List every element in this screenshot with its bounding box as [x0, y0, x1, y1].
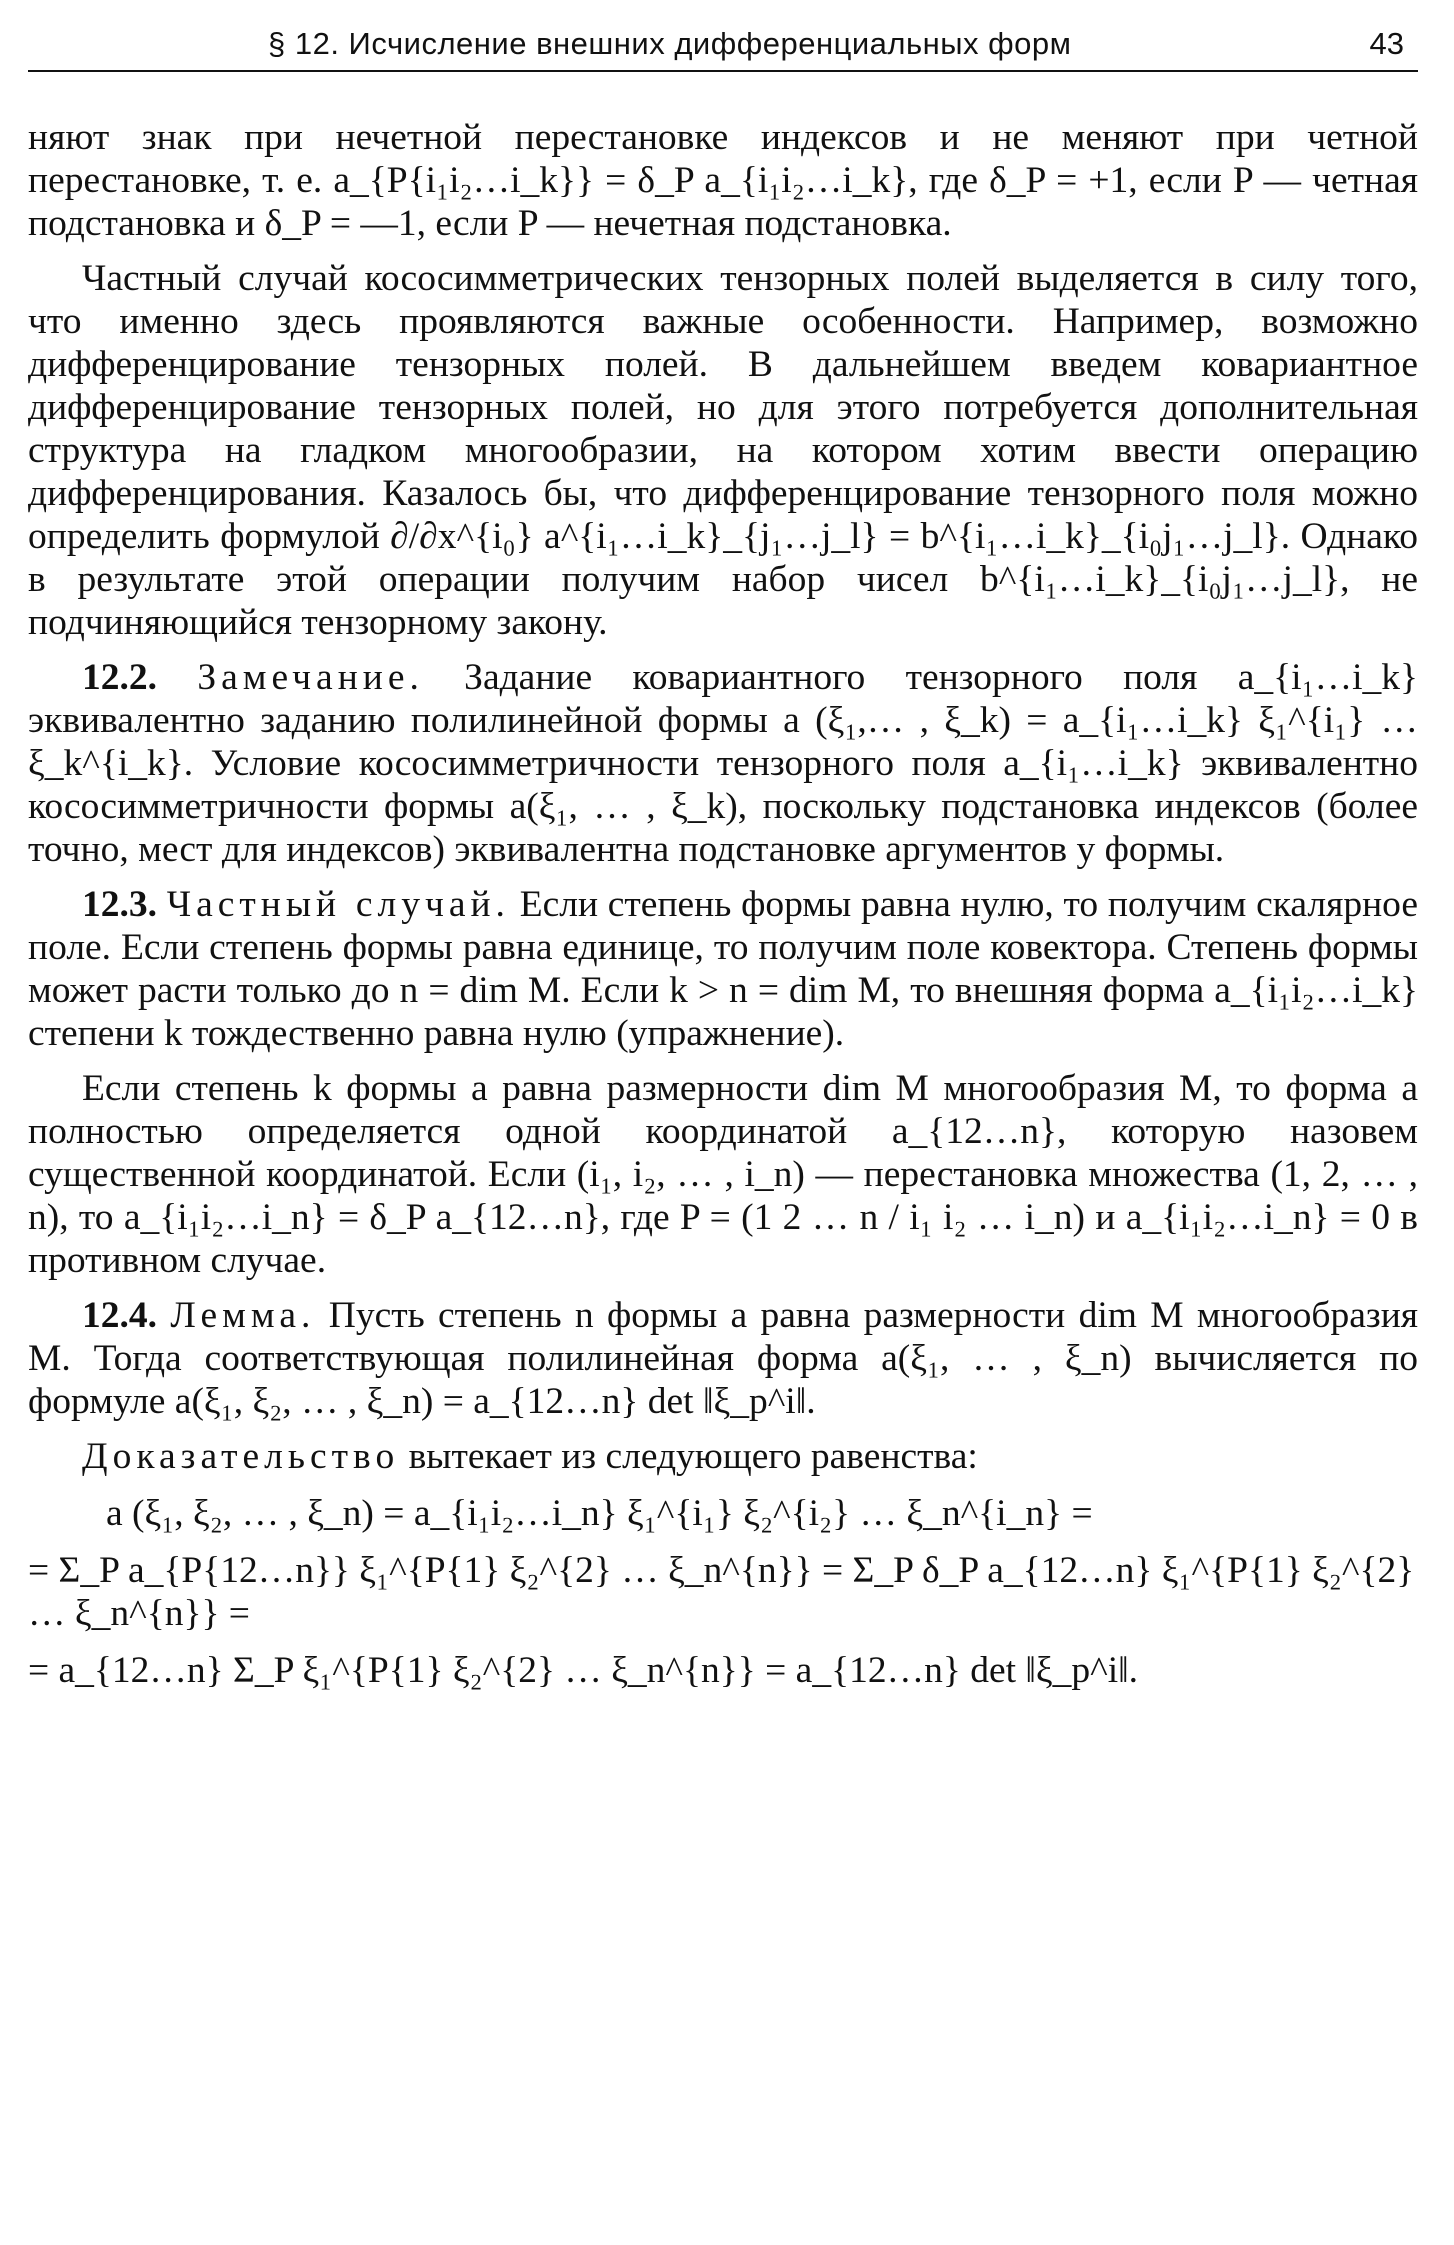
- section-12-2-text: Задание ковариантного тензорного поля a_{i₁…i_k} эквивалентно заданию полилинейной формы a (ξ₁,… , ξ_k) = a_{i₁…i_k} ξ₁^{i₁} … ξ_k^{i_k}. Условие кососимметричности тензорного поля a_{i₁…i_k} эквивалентно кососимметричности формы a(ξ₁, … , ξ_k), поскольку подстановка индексов (более точно, мест для индексов) эквивалентна подстановке аргументов у формы.: [28, 657, 1419, 870]
- section-12-4-heading: Лемма.: [170, 1295, 316, 1336]
- section-12-3-heading: Частный случай.: [166, 884, 510, 925]
- page-number: 43: [1369, 26, 1404, 61]
- equation-line-1: a (ξ₁, ξ₂, … , ξ_n) = a_{i₁i₂…i_n} ξ₁^{i₁} ξ₂^{i₂} … ξ_n^{i_n} =: [106, 1493, 1093, 1534]
- section-12-2: [28, 656, 1418, 871]
- proof: [28, 1435, 1418, 1478]
- section-12-2-number: 12.2.: [82, 657, 157, 698]
- equation-line-3: = a_{12…n} Σ_P ξ₁^{P{1} ξ₂^{2} … ξ_n^{n}} = a_{12…n} det ‖ξ_p^i‖.: [28, 1650, 1139, 1691]
- paragraph-skew-symmetric: Частный случай кососимметрических тензорных полей выделяется в силу того, что именно здесь проявляются важные особенности. Например, возможно дифференцирование тензорных полей. В дальнейшем введем ковариантное дифференцирование тензорных полей, но для этого потребуется дополнительная структура на гладком многообразии, на котором хотим ввести операцию дифференцирования. Казалось бы, что дифференцирование тензорного поля можно определить формулой ∂/∂x^{i₀} a^{i₁…i_k}_{j₁…j_l} = b^{i₁…i_k}_{i₀j₁…j_l}. Однако в результате этой операции получим набор чисел b^{i₁…i_k}_{i₀j₁…j_l}, не подчиняющийся тензорному закону.: [28, 258, 1418, 643]
- section-12-2-heading: Замечание.: [197, 657, 424, 698]
- section-12-4-number: 12.4.: [82, 1295, 157, 1336]
- section-12-4: [28, 1294, 1418, 1423]
- book-page: [28, 18, 1418, 1692]
- equation-line-2: = Σ_P a_{P{12…n}} ξ₁^{P{1} ξ₂^{2} … ξ_n^{n}} = Σ_P δ_P a_{12…n} ξ₁^{P{1} ξ₂^{2} … ξ_n^{n}} =: [28, 1550, 1415, 1634]
- proof-text: вытекает из следующего равенства:: [408, 1436, 978, 1477]
- running-header: [28, 18, 1418, 72]
- section-12-3-number: 12.3.: [82, 884, 157, 925]
- header-title: § 12. Исчисление внешних дифференциальных форм: [268, 26, 1072, 61]
- paragraph-continuation: няют знак при нечетной перестановке индексов и не меняют при четной перестановке, т. е. a_{P{i₁i₂…i_k}} = δ_P a_{i₁i₂…i_k}, где δ_P = +1, если P — четная подстановка и δ_P = —1, если P — нечетная подстановка.: [28, 117, 1418, 244]
- page-body: [28, 116, 1418, 1692]
- proof-heading: Доказательство: [82, 1436, 400, 1477]
- section-12-3: [28, 883, 1418, 1055]
- section-12-4-text: Пусть степень n формы a равна размерности dim M многообразия M. Тогда соответствующая полилинейная форма a(ξ₁, … , ξ_n) вычисляется по формуле a(ξ₁, ξ₂, … , ξ_n) = a_{12…n} det ‖ξ_p^i‖.: [28, 1295, 1419, 1422]
- section-12-3-text: Если степень формы равна нулю, то получим скалярное поле. Если степень формы равна единице, то получим поле ковектора. Степень формы может расти только до n = dim M. Если k > n = dim M, то внешняя форма a_{i₁i₂…i_k} степени k тождественно равна нулю (упражнение).: [28, 884, 1419, 1054]
- paragraph-dimension: Если степень k формы a равна размерности dim M многообразия M, то форма a полностью определяется одной координатой a_{12…n}, которую назовем существенной координатой. Если (i₁, i₂, … , i_n) — перестановка множества (1, 2, … , n), то a_{i₁i₂…i_n} = δ_P a_{12…n}, где P = (1 2 … n / i₁ i₂ … i_n) и a_{i₁i₂…i_n} = 0 в противном случае.: [28, 1068, 1418, 1281]
